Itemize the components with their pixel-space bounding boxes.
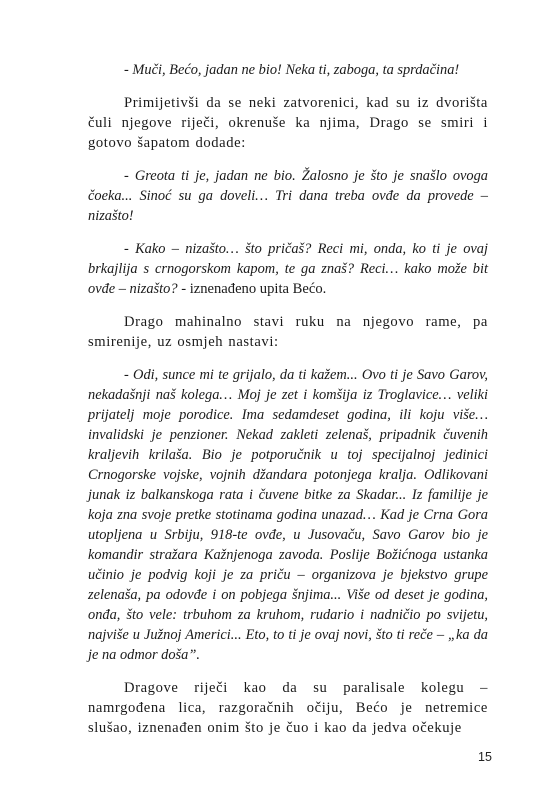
dialogue-line-3-speech: - Kako – nizašto… što pričaš? Reci mi, onda, ko ti je ovaj brkajlija s crnogorskom kapom, te ga znaš? Reci… kako može bit ovđe – nizašto? bbox=[88, 241, 488, 297]
page-body bbox=[88, 60, 488, 751]
dialogue-line-4: - Odi, sunce mi te grijalo, da ti kažem... Ovo ti je Savo Garov, nekadašnji naš kolega… Moj je zet i komšija iz Troglavice… veliki prijatelj moje porodice. Ima sedamdeset godina, ili koju više… invalidski je penzioner. Nekad zakleti zelenaš, pripadnik čuvenih kraljevih krilaša. Bio je potporučnik u toj specijalnoj jedinici Crnogorske vojske, vojnih džandara potonjega kralja. Odlikovani junak iz balkanskoga rata i čuvene bitke za Skadar... Iz familije je koja zna svoje pretke stotinama godina unazad… Kad je Crna Gora utopljena u Srbiju, 918-te ovđe, u Jusovaču, Savo Garov bio je komandir stražara Kažnjenoga zavoda. Poslije Božićnoga ustanka učinio je podvig koji je za priču – organizova je bjekstvo grupe zelenaša, pa odovđe i on pobjega šnjima... Više od deset je godina, onđa, što vele: trbuhom za kruhom, rudario i nadničio po svijetu, najviše u Južnoj Americi... Eto, to ti je ovaj novi, što ti reče – „ka da je na odmor doša”. bbox=[88, 367, 488, 663]
dialogue-line-1: - Muči, Bećo, jadan ne bio! Neka ti, zaboga, ta sprdačina! bbox=[124, 62, 460, 78]
page-number: 15 bbox=[478, 750, 492, 764]
dialogue-line-3 bbox=[88, 239, 488, 299]
narration-paragraph-1: Primijetivši da se neki zatvorenici, kad su iz dvorišta čuli njegove riječi, okrenuše ka njima, Drago se smiri i gotovo šapatom dodade: bbox=[88, 95, 488, 151]
narration-paragraph-2: Drago mahinalno stavi ruku na njegovo rame, pa smirenije, uz osmjeh nastavi: bbox=[88, 314, 488, 350]
dialogue-line-3-tag: - iznenađeno upita Bećo. bbox=[177, 281, 327, 297]
dialogue-line-2: - Greota ti je, jadan ne bio. Žalosno je što je snašlo ovoga čoeka... Sinoć su ga doveli… Tri dana treba ovđe da provede – nizašto! bbox=[88, 168, 488, 224]
narration-paragraph-3: Dragove riječi kao da su paralisale kolegu – namrgođena lica, razgoračnih očiju, Bećo je netremice slušao, iznenađen onim što je čuo i kao da jedva očekuje bbox=[88, 680, 488, 736]
